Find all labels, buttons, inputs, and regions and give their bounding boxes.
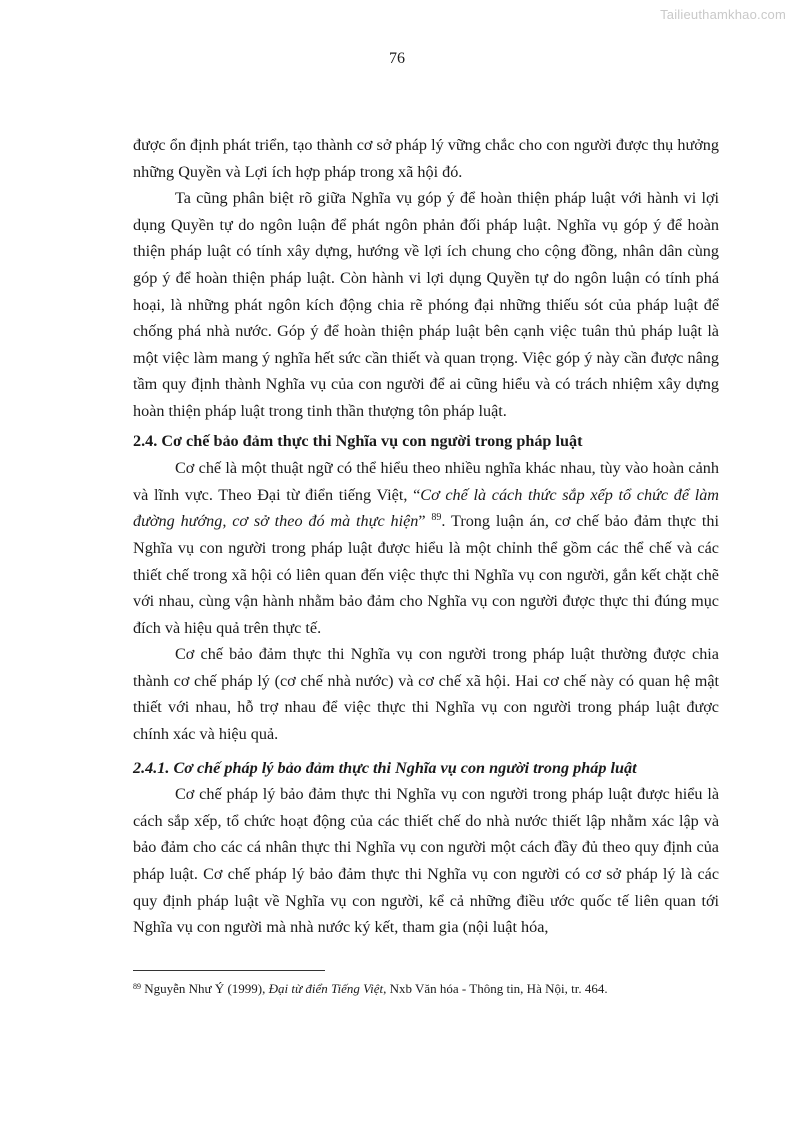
footnote-title: Đại từ điển Tiếng Việt [268, 981, 384, 996]
footnote-divider [133, 970, 325, 971]
section-heading-2-4-1: 2.4.1. Cơ chế pháp lý bảo đảm thực thi Nghĩa vụ con người trong pháp luật [133, 758, 637, 777]
footnote [133, 980, 719, 997]
paragraph-4: Cơ chế bảo đảm thực thi Nghĩa vụ con người trong pháp luật thường được chia thành cơ chế pháp lý (cơ chế nhà nước) và cơ chế xã hội. Hai cơ chế này có quan hệ mật thiết với nhau, hỗ trợ nhau để việc thực thi Nghĩa vụ con người trong pháp luật được chính xác và hiệu quả. [133, 645, 719, 744]
footnote-author: Nguyễn Như Ý (1999), [141, 981, 269, 996]
quote-close: ” [418, 512, 432, 531]
section-heading-2-4: 2.4. Cơ chế bảo đảm thực thi Nghĩa vụ con người trong pháp luật [133, 431, 583, 450]
watermark: Tailieuthamkhao.com [660, 7, 786, 22]
paragraph-3-text: Cơ chế là một thuật ngữ có thể hiểu theo nhiều nghĩa khác nhau, tùy vào hoàn cảnh và lĩnh vực. Theo Đại từ điển tiếng Việt, “ [133, 459, 719, 504]
quoted-definition: Cơ chế là cách thức sắp xếp tổ chức để làm đường hướng, cơ sở theo đó mà thực hiện [133, 485, 719, 531]
footnote-number: 89 [133, 982, 141, 991]
paragraph-1: được ổn định phát triển, tạo thành cơ sở pháp lý vững chắc cho con người được thụ hưởng những Quyền và Lợi ích hợp pháp trong xã hội đó. [133, 136, 719, 181]
paragraph-3-rest: . Trong luận án, cơ chế bảo đảm thực thi Nghĩa vụ con người trong pháp luật được hiểu là một chỉnh thể gồm các thể chế và các thiết chế trong xã hội có liên quan đến việc thực thi Nghĩa vụ con người, gắn kết chặt chẽ với nhau, cùng vận hành nhằm bảo đảm cho Nghĩa vụ con người được thực thi đúng mục đích và hiệu quả trên thực tế. [133, 512, 720, 637]
footnote-reference[interactable]: 89 [431, 512, 442, 524]
paragraph-5: Cơ chế pháp lý bảo đảm thực thi Nghĩa vụ con người trong pháp luật được hiểu là cách sắp xếp, tổ chức hoạt động của các thiết chế do nhà nước thiết lập nhằm xác lập và bảo đảm cho các cá nhân thực thi Nghĩa vụ con người một cách đầy đủ theo quy định của pháp luật. Cơ chế pháp lý bảo đảm thực thi Nghĩa vụ con người có cơ sở pháp lý là các quy định pháp luật về Nghĩa vụ con người, kể cả những điều ước quốc tế liên quan tới Nghĩa vụ con người mà nhà nước ký kết, tham gia (nội luật hóa, [133, 785, 719, 937]
document-body [133, 132, 719, 941]
page-number: 76 [389, 50, 405, 67]
paragraph-2: Ta cũng phân biệt rõ giữa Nghĩa vụ góp ý để hoàn thiện pháp luật với hành vi lợi dụng Quyền tự do ngôn luận để phát ngôn phản đối pháp luật. Nghĩa vụ góp ý để hoàn thiện pháp luật có tính xây dựng, hướng về lợi ích chung cho cộng đồng, nhân dân cùng góp ý để hoàn thiện pháp luật. Còn hành vi lợi dụng Quyền tự do ngôn luận có tính phá hoại, là những phát ngôn kích động chia rẽ phóng đại những thiếu sót của pháp luật để chống phá nhà nước. Góp ý để hoàn thiện pháp luật bên cạnh việc tuân thủ pháp luật là một việc làm mang ý nghĩa hết sức cần thiết và quan trọng. Việc góp ý này cần được nâng tầm quy định thành Nghĩa vụ của con người để ai cũng hiểu và có trách nhiệm xây dựng hoàn thiện pháp luật trong tinh thần thượng tôn pháp luật. [133, 189, 719, 420]
paragraph-3 [133, 455, 719, 641]
footnote-rest: , Nxb Văn hóa - Thông tin, Hà Nội, tr. 464. [383, 981, 608, 996]
